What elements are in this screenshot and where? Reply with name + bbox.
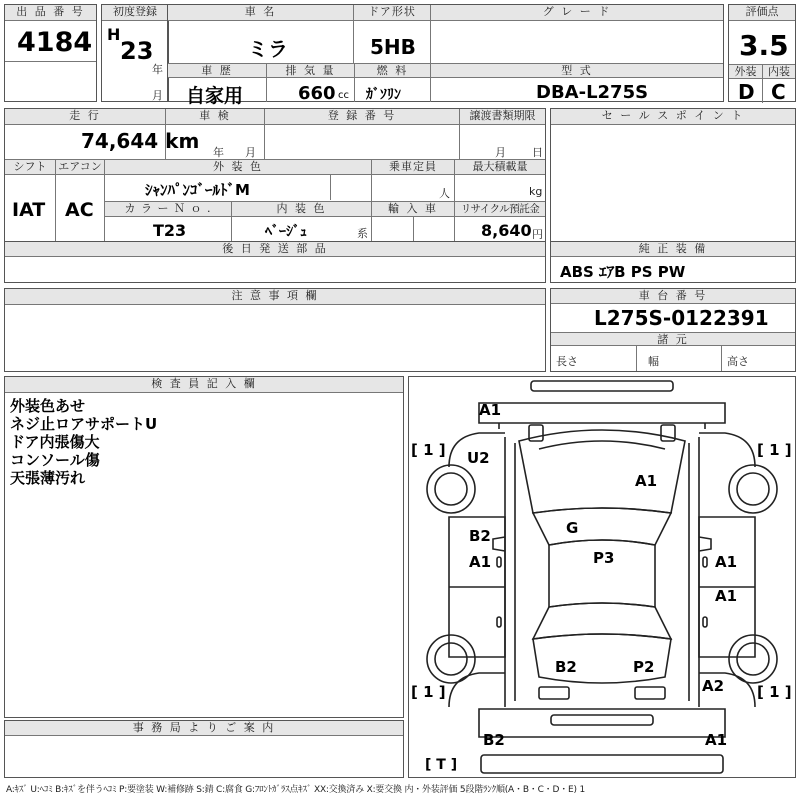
header-section xyxy=(4,4,796,107)
sales-point-label: セ ー ル ス ポ イ ン ト xyxy=(551,109,795,125)
spare-tire-label: [ T ] xyxy=(425,757,458,773)
inspector-line: ネジ止ロアサポートU xyxy=(10,415,158,433)
specs-label: 諸 元 xyxy=(551,332,795,346)
history-label: 車 歴 xyxy=(168,64,266,78)
vehicle-details-section xyxy=(4,108,546,242)
length-label: 長さ xyxy=(556,355,578,368)
inspector-label: 検 査 員 記 入 欄 xyxy=(5,377,403,393)
first-registration-cell xyxy=(101,4,169,102)
later-parts-section xyxy=(4,241,546,283)
interior-grade: C xyxy=(771,80,786,104)
fuel-label: 燃 料 xyxy=(355,64,430,78)
score: 3.5 xyxy=(739,29,789,62)
era: H xyxy=(107,25,121,44)
registration-year: 23 xyxy=(120,37,154,65)
inspection-year: 年 xyxy=(213,146,224,159)
month-unit: 月 xyxy=(152,89,163,102)
later-parts-label: 後 日 発 送 部 品 xyxy=(5,242,545,257)
car-name-label: 車 名 xyxy=(168,5,353,21)
displacement-label: 排 気 量 xyxy=(267,64,354,78)
tire-label: [ 1 ] xyxy=(411,683,446,701)
inspection-label: 車 検 xyxy=(166,109,264,125)
recycle-label: リサイクル預託金 xyxy=(455,202,545,217)
history: 自家用 xyxy=(186,85,244,107)
inspector-line: コンソール傷 xyxy=(10,451,100,469)
score-cell xyxy=(728,4,796,102)
max-load-unit: kg xyxy=(529,185,543,198)
damage-mark: B2 xyxy=(469,527,491,545)
first-registration-label: 初度登録 xyxy=(102,5,168,21)
damage-mark: A1 xyxy=(479,401,502,419)
damage-mark: G xyxy=(566,519,579,537)
exterior-grade: D xyxy=(738,80,755,104)
color-number: T23 xyxy=(153,221,187,240)
grade-label: グ レ ー ド xyxy=(431,5,723,21)
recycle-fee: 8,640 xyxy=(481,221,532,240)
max-load-label: 最大積載量 xyxy=(455,160,545,175)
office-label: 事 務 局 よ り ご 案 内 xyxy=(5,721,403,736)
damage-mark: A1 xyxy=(715,587,738,605)
mileage: 74,644 km xyxy=(81,129,200,153)
tire-label: [ 1 ] xyxy=(757,683,792,701)
lot-number: 4184 xyxy=(17,27,93,58)
door-label: ドア形状 xyxy=(354,5,430,21)
interior-color: ﾍﾞｰｼﾞｭ xyxy=(265,224,307,240)
width-label: 幅 xyxy=(648,355,659,368)
transfer-month: 月 xyxy=(495,146,506,159)
model-label: 型 式 xyxy=(431,64,723,78)
color-number-label: カ ラ ー Ｎ ｏ . xyxy=(105,202,231,217)
exterior-color: ｼｬﾝﾊﾟﾝｺﾞｰﾙﾄﾞM xyxy=(145,181,250,199)
damage-mark: A2 xyxy=(702,677,725,695)
caution-label: 注 意 事 項 欄 xyxy=(5,289,545,305)
interior-grade-label: 内装 xyxy=(763,65,795,79)
displacement: 660 xyxy=(298,83,336,104)
damage-mark: A1 xyxy=(635,472,658,490)
shift-label: シフト xyxy=(5,160,55,175)
displacement-unit: cc xyxy=(338,90,349,101)
import-label: 輸 入 車 xyxy=(372,202,454,217)
score-label: 評価点 xyxy=(729,5,795,21)
transfer-deadline-label: 譲渡書類期限 xyxy=(460,109,545,125)
fuel: ｶﾞｿﾘﾝ xyxy=(366,87,401,103)
interior-color-label: 内 装 色 xyxy=(232,202,371,217)
model: DBA-L275S xyxy=(536,82,649,103)
caution-section xyxy=(4,288,546,372)
interior-unit: 系 xyxy=(357,227,368,240)
office-section xyxy=(4,720,404,778)
height-label: 高さ xyxy=(727,355,749,368)
registration-number-label: 登 録 番 号 xyxy=(265,109,459,125)
capacity-unit: 人 xyxy=(439,187,450,200)
chassis-section xyxy=(550,288,796,372)
damage-mark: A1 xyxy=(715,553,738,571)
inspector-section xyxy=(4,376,404,718)
damage-mark: P3 xyxy=(593,549,615,567)
damage-mark: U2 xyxy=(467,449,490,467)
tire-label: [ 1 ] xyxy=(757,441,792,459)
inspector-line: ドア内張傷大 xyxy=(10,433,100,451)
transfer-day: 日 xyxy=(532,146,543,159)
sales-point-section xyxy=(550,108,796,242)
inspector-line: 天張薄汚れ xyxy=(10,469,86,487)
legend: A:ｷｽﾞ U:ﾍｺﾐ B:ｷｽﾞを伴うﾍｺﾐ P:要塗装 W:補修跡 S:錆 C:腐食 G:ﾌﾛﾝﾄｶﾞﾗｽ点ｷｽﾞ XX:交換済み X:要交換 内・外装評価 5段階ﾗﾝｸ順(A・B・C・D・E) 1 xyxy=(6,785,585,795)
chassis-label: 車 台 番 号 xyxy=(551,289,795,304)
capacity-label: 乗車定員 xyxy=(372,160,454,175)
car-info-cell xyxy=(167,4,724,107)
inspector-line: 外装色あせ xyxy=(10,397,86,415)
recycle-unit: 円 xyxy=(532,228,543,241)
aircon-label: エアコン xyxy=(56,160,104,175)
damage-mark: B2 xyxy=(483,731,505,749)
damage-mark: A1 xyxy=(469,553,492,571)
lot-number-cell xyxy=(4,4,97,102)
car-outline xyxy=(409,377,795,777)
equipment-label: 純 正 装 備 xyxy=(551,242,795,257)
chassis-number: L275S-0122391 xyxy=(594,306,769,330)
equipment-section xyxy=(550,241,796,283)
mileage-label: 走 行 xyxy=(5,109,165,125)
door-type: 5HB xyxy=(370,35,416,59)
exterior-grade-label: 外装 xyxy=(729,65,762,79)
damage-mark: A1 xyxy=(705,731,728,749)
tire-label: [ 1 ] xyxy=(411,441,446,459)
inspection-month: 月 xyxy=(245,146,256,159)
shift: IAT xyxy=(12,199,46,221)
color-label: 外 装 色 xyxy=(105,160,371,175)
damage-mark: B2 xyxy=(555,658,577,676)
damage-mark: P2 xyxy=(633,658,655,676)
year-unit: 年 xyxy=(152,63,163,76)
equipment: ABS ｴｱB PS PW xyxy=(560,263,686,281)
car-diagram xyxy=(408,376,796,778)
car-name: ミラ xyxy=(248,37,288,61)
aircon: AC xyxy=(65,199,94,221)
lot-number-label: 出 品 番 号 xyxy=(5,5,96,21)
